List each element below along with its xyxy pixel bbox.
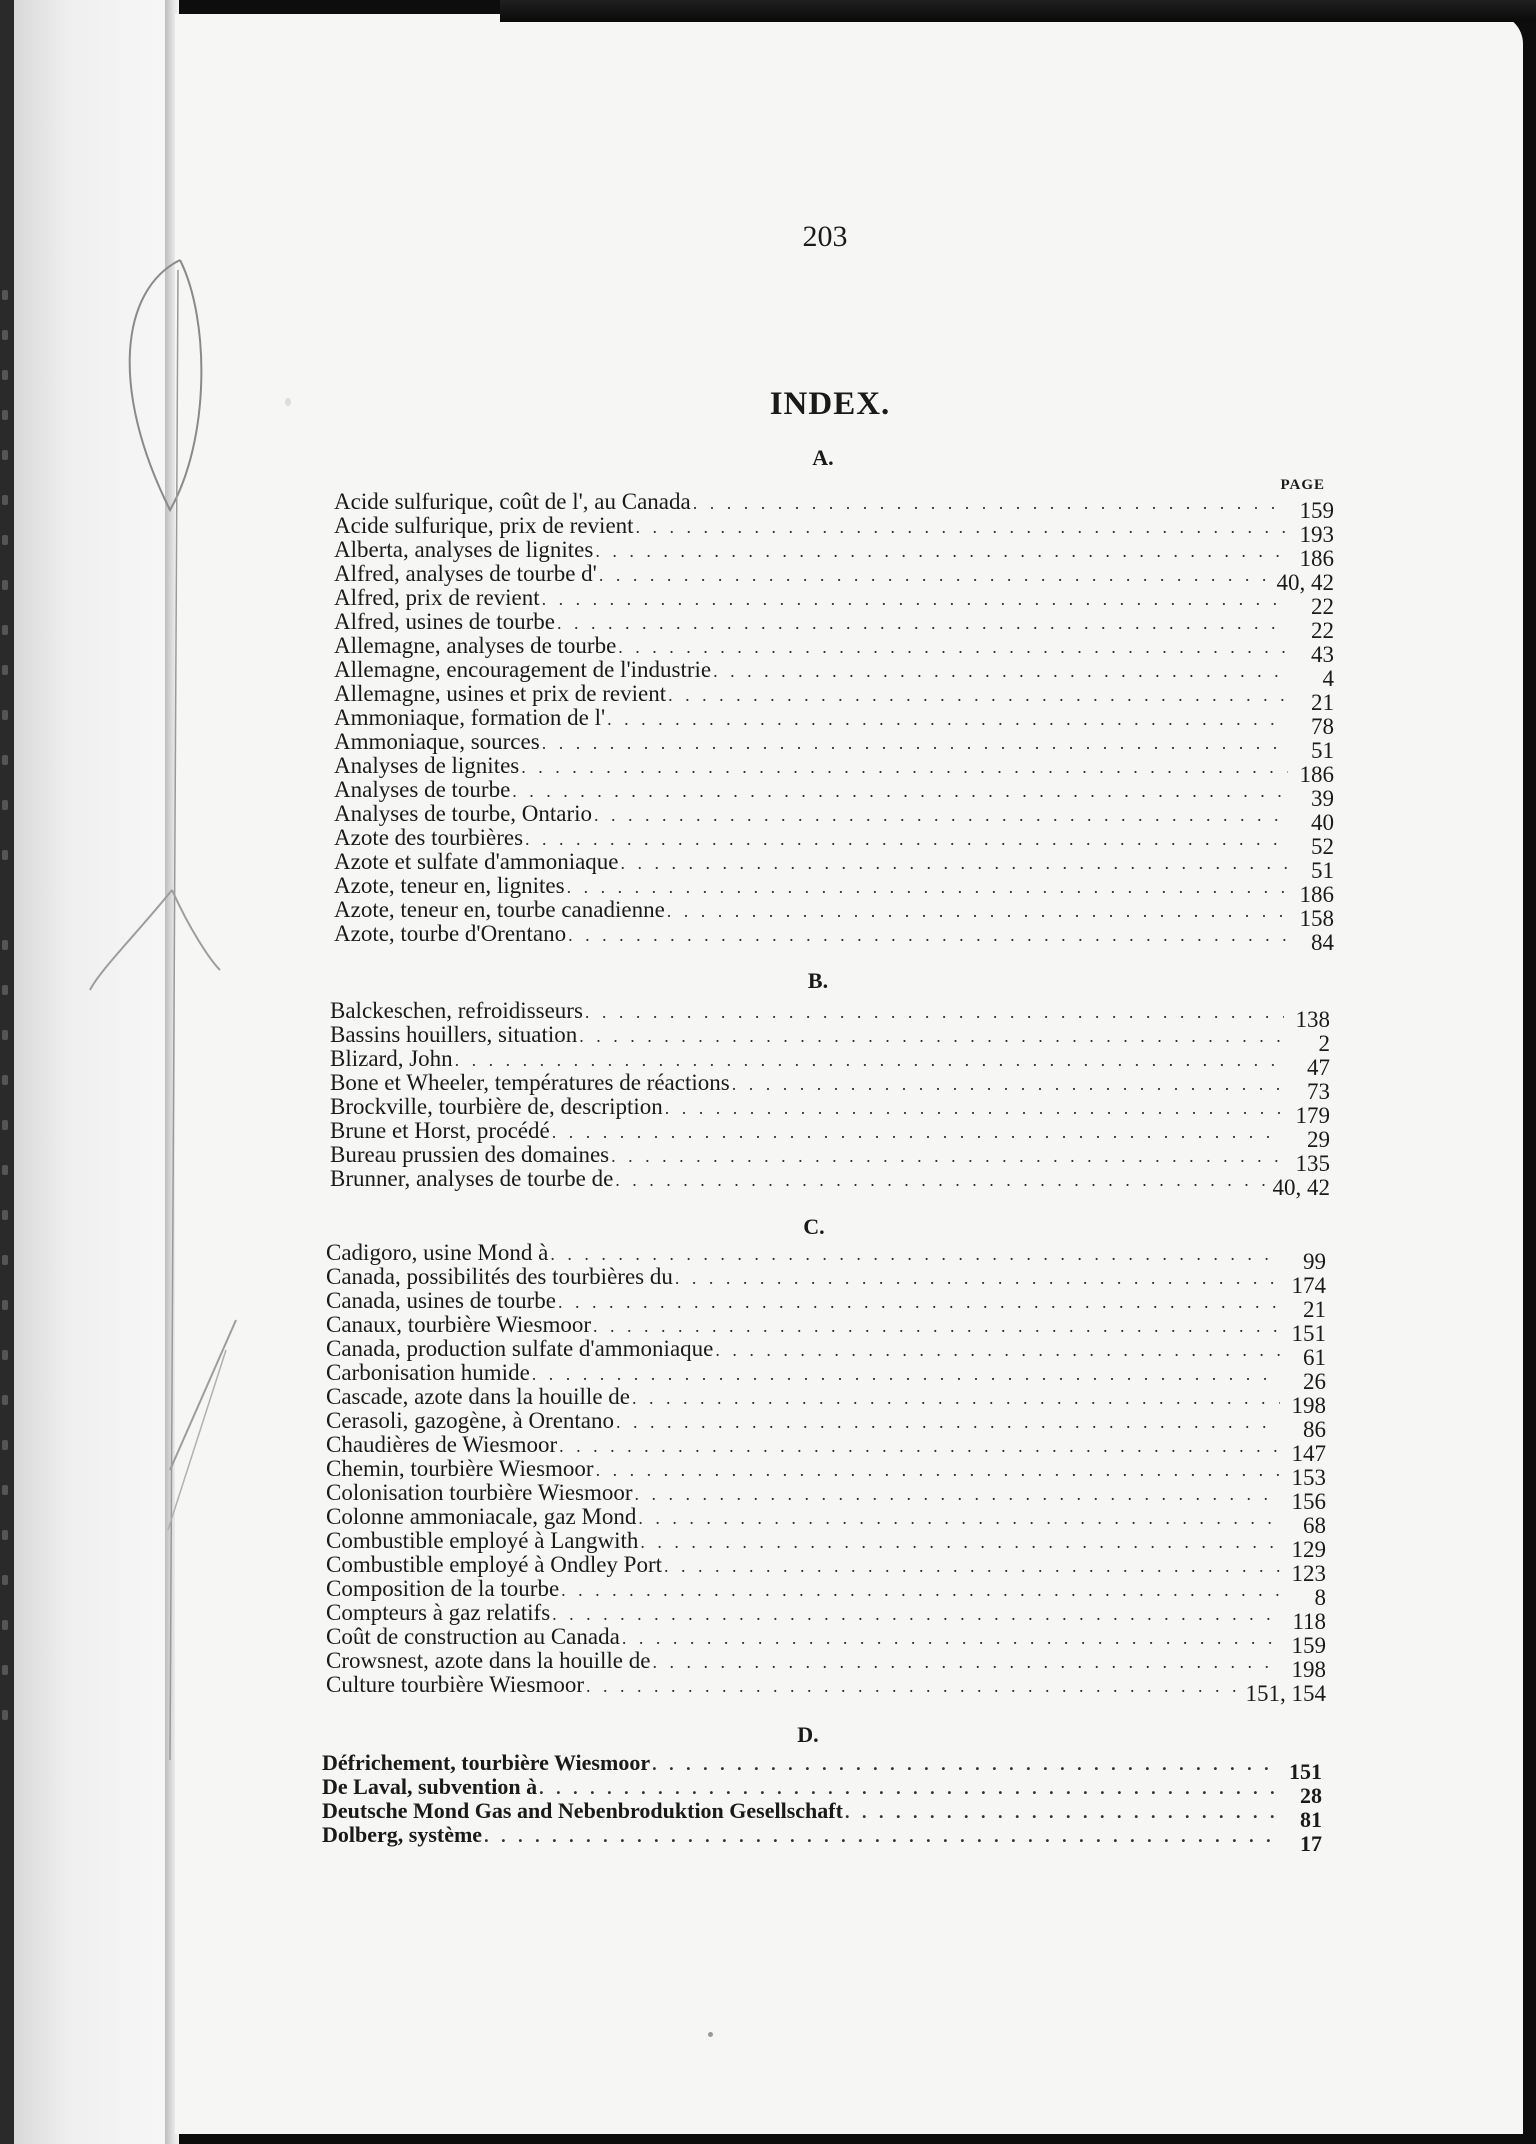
index-entry-text: Brockville, tourbière de, description <box>330 1094 663 1119</box>
index-entry-text: Alberta, analyses de lignites <box>334 537 594 562</box>
index-entry-pages: 47 <box>1307 1055 1330 1080</box>
dot-leader <box>542 587 1288 611</box>
index-entry-text: Blizard, John <box>330 1046 453 1071</box>
index-entry-pages: 68 <box>1303 1513 1326 1538</box>
index-entry <box>330 1022 1330 1056</box>
index-entry <box>334 753 1334 787</box>
dot-leader <box>557 611 1288 635</box>
index-entry <box>322 1774 1322 1808</box>
index-entry-pages: 156 <box>1291 1489 1326 1514</box>
dot-leader <box>675 1266 1280 1290</box>
index-entry <box>326 1264 1326 1298</box>
index-entry-pages: 135 <box>1295 1151 1330 1176</box>
dot-leader <box>567 875 1288 899</box>
index-entry-text: Combustible employé à Langwith <box>326 1528 639 1553</box>
index-entry-pages: 86 <box>1303 1417 1326 1442</box>
index-entry-text: Allemagne, usines et prix de revient <box>334 681 667 706</box>
index-entry-text: Compteurs à gaz relatifs <box>326 1600 551 1625</box>
dot-leader <box>607 707 1288 731</box>
index-entry-pages: 52 <box>1311 834 1334 859</box>
index-entry <box>326 1360 1326 1394</box>
index-entry-text: Analyses de tourbe <box>334 777 511 802</box>
index-entry-pages: 123 <box>1291 1561 1326 1586</box>
index-entry-text: Bassins houillers, situation <box>330 1022 578 1047</box>
index-entry-text: Acide sulfurique, coût de l', au Canada <box>334 489 691 514</box>
dot-leader <box>845 1800 1276 1824</box>
index-entry-text: Deutsche Mond Gas and Nebenbroduktion Gesellschaft <box>322 1798 843 1823</box>
index-entry-text: Cerasoli, gazogène, à Orentano <box>326 1408 615 1433</box>
page-speck <box>285 398 291 406</box>
dot-leader <box>532 1362 1280 1386</box>
index-entry <box>330 998 1330 1032</box>
index-entry <box>326 1672 1326 1706</box>
index-entry-text: Cascade, azote dans la houille de <box>326 1384 630 1409</box>
index-entry-pages: 186 <box>1299 882 1334 907</box>
index-entry <box>326 1552 1326 1586</box>
index-entry-text: De Laval, subvention à <box>322 1774 538 1799</box>
index-entry <box>322 1822 1322 1856</box>
index-entry-pages: 138 <box>1295 1007 1330 1032</box>
dot-leader <box>636 515 1288 539</box>
index-entry <box>334 681 1334 715</box>
index-entry <box>326 1624 1326 1658</box>
facing-page-text-fragments <box>0 0 14 2144</box>
index-entry-pages: 159 <box>1299 498 1334 523</box>
index-entry-pages: 17 <box>1300 1831 1322 1856</box>
index-entry <box>334 657 1334 691</box>
index-entry <box>334 705 1334 739</box>
index-entry-pages: 193 <box>1299 522 1334 547</box>
dot-leader <box>664 1554 1280 1578</box>
dot-leader <box>615 1168 1266 1192</box>
dot-leader <box>539 1776 1276 1800</box>
index-section-c <box>326 1240 1326 1706</box>
index-entry <box>334 849 1334 883</box>
index-entry <box>326 1528 1326 1562</box>
index-entry <box>334 801 1334 835</box>
index-entry <box>326 1432 1326 1466</box>
index-entry-pages: 186 <box>1299 546 1334 571</box>
index-entry-text: Allemagne, analyses de tourbe <box>334 633 617 658</box>
dot-leader <box>585 1000 1284 1024</box>
page-speck <box>708 2032 713 2037</box>
index-entry-pages: 198 <box>1291 1393 1326 1418</box>
index-entry-text: Azote, teneur en, lignites <box>334 873 565 898</box>
index-entry-pages: 26 <box>1303 1369 1326 1394</box>
index-entry-text: Colonne ammoniacale, gaz Mond <box>326 1504 637 1529</box>
index-entry <box>322 1798 1322 1832</box>
index-entry <box>326 1336 1326 1370</box>
index-entry-text: Cadigoro, usine Mond à <box>326 1240 549 1265</box>
dot-leader <box>579 1024 1284 1048</box>
index-entry-text: Défrichement, tourbière Wiesmoor <box>322 1750 651 1775</box>
index-entry <box>334 897 1334 931</box>
index-entry-pages: 4 <box>1322 666 1334 691</box>
index-entry-text: Analyses de tourbe, Ontario <box>334 801 593 826</box>
index-entry <box>326 1312 1326 1346</box>
index-entry-text: Culture tourbière Wiesmoor <box>326 1672 584 1697</box>
index-entry <box>326 1384 1326 1418</box>
dot-leader <box>550 1242 1280 1266</box>
index-entry-text: Canada, production sulfate d'ammoniaque <box>326 1336 714 1361</box>
index-entry-text: Analyses de lignites <box>334 753 520 778</box>
index-entry <box>330 1142 1330 1176</box>
dot-leader <box>616 1410 1280 1434</box>
index-entry-text: Bureau prussien des domaines <box>330 1142 610 1167</box>
index-entry-pages: 174 <box>1291 1273 1326 1298</box>
index-entry <box>334 609 1334 643</box>
section-letter-d: D. <box>797 1722 819 1747</box>
index-entry-text: Brune et Horst, procédé <box>330 1118 550 1143</box>
page-number: 203 <box>802 220 848 253</box>
index-entry-text: Alfred, analyses de tourbe d' <box>334 561 597 586</box>
index-entry-pages: 73 <box>1307 1079 1330 1104</box>
index-entry <box>326 1456 1326 1490</box>
index-title: INDEX. <box>769 386 891 422</box>
index-entry-text: Azote, teneur en, tourbe canadienne <box>334 897 665 922</box>
index-entry-pages: 43 <box>1311 642 1334 667</box>
index-entry-pages: 151, 154 <box>1245 1681 1326 1706</box>
index-entry-pages: 99 <box>1303 1249 1326 1274</box>
index-entry-pages: 81 <box>1300 1807 1322 1832</box>
dot-leader <box>521 755 1288 779</box>
dot-leader <box>715 1338 1280 1362</box>
dot-leader <box>552 1602 1280 1626</box>
dot-leader <box>632 1386 1280 1410</box>
index-entry <box>326 1288 1326 1322</box>
index-entry <box>334 561 1334 595</box>
index-section-b <box>330 998 1330 1200</box>
section-letter-a: A. <box>812 445 834 470</box>
dot-leader <box>455 1048 1284 1072</box>
index-entry <box>334 921 1334 955</box>
dot-leader <box>618 635 1288 659</box>
index-entry-text: Allemagne, encouragement de l'industrie <box>334 657 712 682</box>
index-entry-pages: 8 <box>1314 1585 1326 1610</box>
index-entry-pages: 129 <box>1291 1537 1326 1562</box>
dot-leader <box>596 1458 1280 1482</box>
index-entry-pages: 40, 42 <box>1272 1175 1330 1200</box>
index-entry <box>330 1094 1330 1128</box>
index-entry-text: Azote, tourbe d'Orentano <box>334 921 567 946</box>
index-entry-text: Crowsnest, azote dans la houille de <box>326 1648 651 1673</box>
dot-leader <box>640 1530 1280 1554</box>
index-entry <box>334 585 1334 619</box>
index-entry-pages: 39 <box>1311 786 1334 811</box>
index-entry-pages: 179 <box>1295 1103 1330 1128</box>
binding-thread <box>60 230 280 1790</box>
dot-leader <box>512 779 1288 803</box>
index-entry-text: Azote des tourbières <box>334 825 524 850</box>
index-entry-pages: 118 <box>1292 1609 1326 1634</box>
index-entry-pages: 153 <box>1291 1465 1326 1490</box>
index-entry <box>334 633 1334 667</box>
index-entry-text: Ammoniaque, formation de l' <box>334 705 606 730</box>
index-entry <box>326 1504 1326 1538</box>
section-letter-c: C. <box>803 1214 825 1239</box>
index-entry-text: Canada, usines de tourbe <box>326 1288 556 1313</box>
dot-leader <box>594 803 1288 827</box>
index-entry <box>334 537 1334 571</box>
index-entry-text: Canada, possibilités des tourbières du <box>326 1264 673 1289</box>
index-entry-text: Coût de construction au Canada <box>326 1624 620 1649</box>
index-entry-pages: 22 <box>1311 594 1334 619</box>
index-entry-pages: 51 <box>1311 738 1334 763</box>
index-entry-pages: 159 <box>1291 1633 1326 1658</box>
dot-leader <box>599 563 1271 587</box>
dot-leader <box>559 1434 1280 1458</box>
index-entry-text: Alfred, usines de tourbe <box>334 609 555 634</box>
index-entry-pages: 151 <box>1289 1759 1322 1784</box>
section-letter-b: B. <box>807 968 829 993</box>
index-entry-pages: 21 <box>1303 1297 1326 1322</box>
scan-top-edge <box>500 0 1536 22</box>
index-entry <box>334 513 1334 547</box>
index-entry <box>326 1576 1326 1610</box>
dot-leader <box>552 1120 1284 1144</box>
dot-leader <box>622 1626 1280 1650</box>
dot-leader <box>561 1578 1280 1602</box>
index-entry-pages: 78 <box>1311 714 1334 739</box>
index-entry-text: Combustible employé à Ondley Port <box>326 1552 663 1577</box>
index-entry-text: Colonisation tourbière Wiesmoor <box>326 1480 633 1505</box>
index-entry-text: Chaudières de Wiesmoor <box>326 1432 558 1457</box>
index-entry-pages: 21 <box>1311 690 1334 715</box>
index-section-a <box>334 489 1334 955</box>
index-entry-pages: 2 <box>1318 1031 1330 1056</box>
dot-leader <box>667 899 1288 923</box>
index-entry <box>326 1480 1326 1514</box>
index-entry-pages: 147 <box>1291 1441 1326 1466</box>
dot-leader <box>611 1144 1284 1168</box>
index-entry-pages: 84 <box>1311 930 1334 955</box>
dot-leader <box>568 923 1288 947</box>
index-entry-text: Bone et Wheeler, températures de réactions <box>330 1070 730 1095</box>
dot-leader <box>484 1824 1276 1848</box>
index-entry <box>326 1240 1326 1274</box>
dot-leader <box>525 827 1288 851</box>
index-entry-pages: 61 <box>1303 1345 1326 1370</box>
dot-leader <box>586 1674 1240 1698</box>
dot-leader <box>638 1506 1280 1530</box>
index-entry-text: Dolberg, système <box>322 1822 483 1847</box>
index-entry <box>334 825 1334 859</box>
index-entry-pages: 51 <box>1311 858 1334 883</box>
index-entry-text: Composition de la tourbe <box>326 1576 560 1601</box>
index-entry <box>322 1750 1322 1784</box>
index-entry <box>330 1118 1330 1152</box>
index-entry-pages: 151 <box>1291 1321 1326 1346</box>
index-entry <box>326 1648 1326 1682</box>
dot-leader <box>593 1314 1280 1338</box>
index-entry-text: Azote et sulfate d'ammoniaque <box>334 849 619 874</box>
index-entry-text: Balckeschen, refroidisseurs <box>330 998 583 1023</box>
dot-leader <box>732 1072 1284 1096</box>
index-entry-pages: 40 <box>1311 810 1334 835</box>
index-entry-text: Canaux, tourbière Wiesmoor <box>326 1312 591 1337</box>
index-entry-pages: 29 <box>1307 1127 1330 1152</box>
index-entry <box>334 777 1334 811</box>
index-entry <box>334 489 1334 523</box>
index-entry-text: Chemin, tourbière Wiesmoor <box>326 1456 594 1481</box>
index-entry-text: Alfred, prix de revient <box>334 585 540 610</box>
dot-leader <box>652 1650 1280 1674</box>
index-entry-pages: 40, 42 <box>1276 570 1334 595</box>
index-entry-pages: 28 <box>1300 1783 1322 1808</box>
index-entry-text: Carbonisation humide <box>326 1360 530 1385</box>
index-entry <box>330 1046 1330 1080</box>
index-entry <box>330 1166 1330 1200</box>
dot-leader <box>558 1290 1280 1314</box>
index-entry-pages: 198 <box>1291 1657 1326 1682</box>
dot-leader <box>665 1096 1284 1120</box>
index-entry-text: Ammoniaque, sources <box>334 729 540 754</box>
index-section-d <box>322 1750 1322 1856</box>
index-entry-pages: 22 <box>1311 618 1334 643</box>
index-entry <box>330 1070 1330 1104</box>
index-entry <box>326 1600 1326 1634</box>
dot-leader <box>668 683 1288 707</box>
page-column-header: PAGE <box>1280 477 1325 493</box>
dot-leader <box>621 851 1288 875</box>
index-entry-text: Brunner, analyses de tourbe de <box>330 1166 614 1191</box>
index-entry <box>334 873 1334 907</box>
dot-leader <box>693 491 1288 515</box>
dot-leader <box>652 1752 1276 1776</box>
dot-leader <box>595 539 1288 563</box>
index-entry-text: Acide sulfurique, prix de revient <box>334 513 634 538</box>
index-entry-pages: 186 <box>1299 762 1334 787</box>
index-entry <box>334 729 1334 763</box>
dot-leader <box>635 1482 1280 1506</box>
index-entry <box>326 1408 1326 1442</box>
dot-leader <box>542 731 1288 755</box>
dot-leader <box>713 659 1288 683</box>
index-entry-pages: 158 <box>1299 906 1334 931</box>
